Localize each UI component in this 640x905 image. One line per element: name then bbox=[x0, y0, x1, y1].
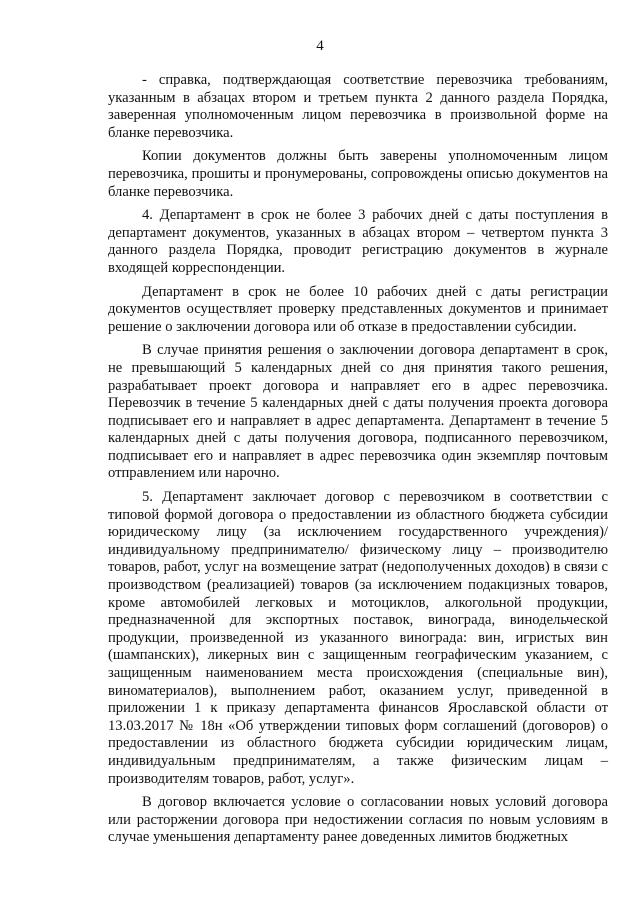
paragraph-contract-procedure: В случае принятия решения о заключении договора департамент в срок, не превышающий 5 календарных дней со дня принятия такого решения, разрабатывает проект договора и направляет его в адрес перевозчика. Перевозчик в течение 5 календарных дней с даты получения проекта договора подписывает его и направляет в адрес департамента. Департамент в течение 5 календарных дней с даты получения договора, подписанного перевозчиком, подписывает его и направляет в адрес перевозчика один экземпляр почтовым отправлением или нарочно. bbox=[108, 342, 608, 482]
document-body bbox=[108, 72, 608, 853]
paragraph-contract-conditions: В договор включается условие о согласовании новых условий договора или расторжении договора при недостижении согласия по новым условиям в случае уменьшения департаменту ранее доведенных лимитов бюджетных bbox=[108, 794, 608, 846]
paragraph-review: Департамент в срок не более 10 рабочих дней с даты регистрации документов осуществляет проверку представленных документов и принимает решение о заключении договора или об отказе в предоставлении субсидии. bbox=[108, 283, 608, 335]
paragraph-registration: 4. Департамент в срок не более 3 рабочих дней с даты поступления в департамент документов, указанных в абзацах втором – четвертом пункта 3 данного раздела Порядка, проводит регистрацию документов в журнале входящей корреспонденции. bbox=[108, 207, 608, 276]
page-number: 4 bbox=[316, 38, 324, 54]
paragraph-certificate: - справка, подтверждающая соответствие перевозчика требованиям, указанным в абзацах втором и третьем пункта 2 данного раздела Порядка, заверенная уполномоченным лицом перевозчика в произвольной форме на бланке перевозчика. bbox=[108, 72, 608, 141]
paragraph-copies: Копии документов должны быть заверены уполномоченным лицом перевозчика, прошиты и пронумерованы, сопровождены описью документов на бланке перевозчика. bbox=[108, 148, 608, 200]
paragraph-contract-form: 5. Департамент заключает договор с перевозчиком в соответствии с типовой формой договора о предоставлении из областного бюджета субсидии юридическому лицу (за исключением государственного учреждения)/ индивидуальному предпринимателю/ физическому лицу – производителю товаров, работ, услуг на возмещение затрат (недополученных доходов) в связи с производством (реализацией) товаров (за исключением подакцизных товаров, кроме автомобилей легковых и мотоциклов, алкогольной продукции, предназначенной для экспортных поставок, винограда, винодельческой продукции, произведенной из указанного винограда: вин, игристых вин (шампанских), ликерных вин с защищенным географическим указанием, с защищенным наименованием места происхождения (специальные вин), виноматериалов), выполнением работ, оказанием услуг, приведенной в приложении 1 к приказу департамента финансов Ярославской области от 13.03.2017 № 18н «Об утверждении типовых форм соглашений (договоров) о предоставлении из областного бюджета субсидии юридическим лицам, индивидуальным предпринимателям, а также физическим лицам – производителям товаров, работ, услуг». bbox=[108, 489, 608, 787]
